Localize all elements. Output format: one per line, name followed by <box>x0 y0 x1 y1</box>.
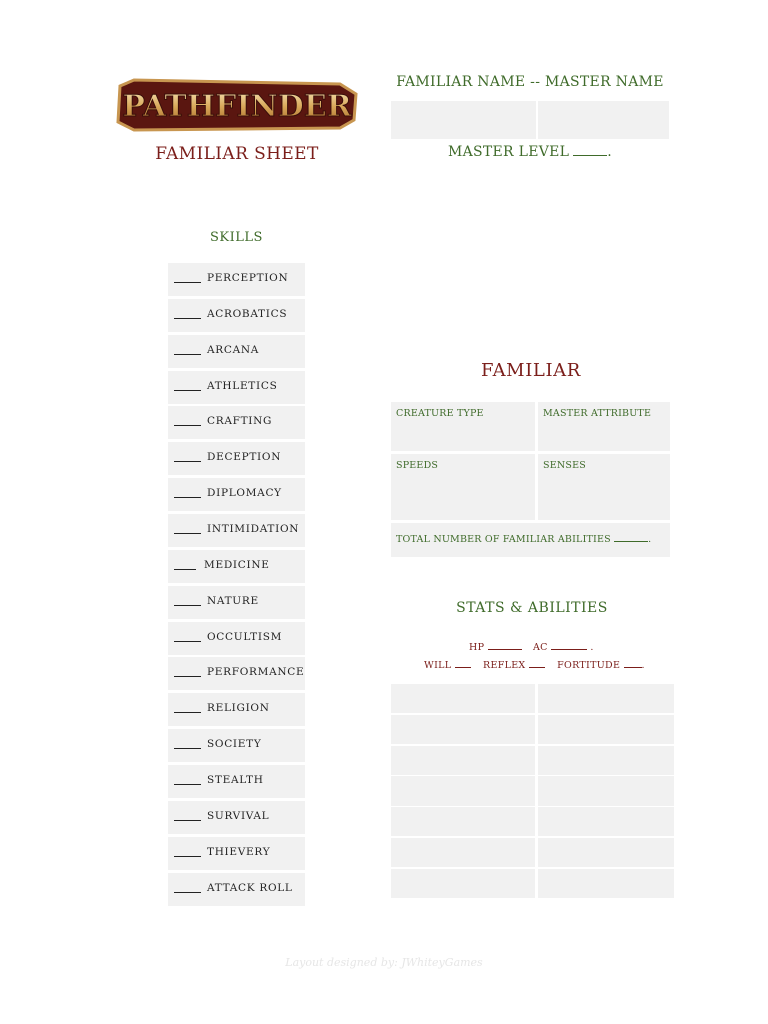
hp-label: HP <box>469 642 485 653</box>
skill-proficiency-field[interactable] <box>174 856 201 857</box>
skill-proficiency-field[interactable] <box>174 569 196 570</box>
will-label: WILL <box>424 660 452 671</box>
skill-row <box>168 335 305 368</box>
skill-row <box>168 263 305 296</box>
logo-text: PATHFINDER <box>122 89 352 124</box>
ability-cell[interactable] <box>391 715 535 744</box>
fortitude-label: FORTITUDE <box>557 660 621 671</box>
ability-cell[interactable] <box>391 684 535 713</box>
total-abilities-text <box>396 533 651 545</box>
master-level-field[interactable] <box>573 145 607 156</box>
skill-label: SURVIVAL <box>207 809 270 822</box>
total-abilities-label: TOTAL NUMBER OF FAMILIAR ABILITIES <box>396 534 611 545</box>
ability-cell[interactable] <box>391 869 535 898</box>
skill-proficiency-field[interactable] <box>174 892 201 893</box>
ability-cell[interactable] <box>391 807 535 836</box>
master-name-field[interactable] <box>538 101 669 139</box>
skill-label: ACROBATICS <box>207 307 288 320</box>
master-level-label: MASTER LEVEL <box>447 144 570 160</box>
skill-row <box>168 371 305 404</box>
skill-row <box>168 765 305 798</box>
skill-proficiency-field[interactable] <box>174 282 201 283</box>
skill-label: OCCULTISM <box>207 630 283 643</box>
skill-row <box>168 586 305 619</box>
skills-title: SKILLS <box>210 230 263 245</box>
footer-credit: Layout designed by: JWhiteyGames <box>285 956 483 969</box>
skill-proficiency-field[interactable] <box>174 461 201 462</box>
will-field[interactable] <box>455 659 471 668</box>
total-abilities-row <box>391 523 670 557</box>
ability-cell[interactable] <box>538 684 674 713</box>
skill-row <box>168 729 305 762</box>
speeds-field[interactable] <box>391 454 535 520</box>
skill-row <box>168 873 305 906</box>
skill-proficiency-field[interactable] <box>174 497 201 498</box>
skill-label: PERCEPTION <box>207 272 289 284</box>
names-header: FAMILIAR NAME -- MASTER NAME <box>396 74 664 90</box>
saves-line <box>424 659 645 671</box>
reflex-label: REFLEX <box>483 660 526 671</box>
skill-label: DIPLOMACY <box>207 487 282 500</box>
skill-proficiency-field[interactable] <box>174 425 201 426</box>
master-attribute-field[interactable] <box>538 402 670 451</box>
skill-label: MEDICINE <box>204 558 270 571</box>
skill-proficiency-field[interactable] <box>174 712 201 713</box>
senses-label: SENSES <box>543 460 586 471</box>
skill-row <box>168 299 305 332</box>
speeds-label: SPEEDS <box>396 460 439 471</box>
ability-cell[interactable] <box>538 869 674 898</box>
hp-ac-end: . <box>590 642 594 653</box>
ability-cell[interactable] <box>538 807 674 836</box>
senses-field[interactable] <box>538 454 670 520</box>
ability-cell[interactable] <box>391 776 535 805</box>
saves-end: . <box>641 660 645 671</box>
skill-label: CRAFTING <box>207 415 273 428</box>
skill-label: DECEPTION <box>207 451 282 464</box>
skill-row <box>168 693 305 726</box>
skill-row <box>168 837 305 870</box>
ability-cell[interactable] <box>538 776 674 805</box>
skill-proficiency-field[interactable] <box>174 676 201 677</box>
ability-cell[interactable] <box>538 838 674 867</box>
ability-cell[interactable] <box>391 746 535 775</box>
ac-field[interactable] <box>551 641 587 650</box>
skill-proficiency-field[interactable] <box>174 641 201 642</box>
skill-label: STEALTH <box>207 773 264 786</box>
reflex-field[interactable] <box>529 659 545 668</box>
ac-label: AC <box>532 642 548 653</box>
creature-type-label: CREATURE TYPE <box>396 408 484 419</box>
skill-proficiency-field[interactable] <box>174 533 201 534</box>
skill-row <box>168 801 305 834</box>
skill-proficiency-field[interactable] <box>174 354 201 355</box>
stats-title: STATS & ABILITIES <box>456 600 608 616</box>
ability-cell[interactable] <box>391 838 535 867</box>
sheet-title: FAMILIAR SHEET <box>155 144 319 164</box>
skill-label: SOCIETY <box>207 738 262 751</box>
master-level <box>390 144 670 160</box>
skill-label: NATURE <box>207 594 259 607</box>
master-level-end: . <box>607 144 613 160</box>
skill-row <box>168 622 305 655</box>
hp-ac-line <box>469 641 594 653</box>
skill-proficiency-field[interactable] <box>174 390 201 391</box>
fortitude-field[interactable] <box>624 659 642 668</box>
skill-row <box>168 406 305 439</box>
skill-proficiency-field[interactable] <box>174 605 201 606</box>
skill-row <box>168 478 305 511</box>
creature-type-field[interactable] <box>391 402 535 451</box>
ability-cell[interactable] <box>538 746 674 775</box>
skill-proficiency-field[interactable] <box>174 820 201 821</box>
skill-label: THIEVERY <box>207 845 271 858</box>
skill-row <box>168 442 305 475</box>
skill-label: INTIMIDATION <box>207 523 300 535</box>
skill-label: ATHLETICS <box>207 379 278 392</box>
master-attribute-label: MASTER ATTRIBUTE <box>543 408 652 419</box>
skill-label: ARCANA <box>207 343 260 356</box>
skill-label: PERFORMANCE <box>207 666 305 679</box>
skill-row <box>168 514 305 547</box>
skill-row <box>168 657 305 690</box>
skill-row <box>168 550 305 583</box>
skill-proficiency-field[interactable] <box>174 784 201 785</box>
total-abilities-end: . <box>648 534 652 545</box>
familiar-title: FAMILIAR <box>481 360 581 381</box>
total-abilities-field[interactable] <box>614 533 648 542</box>
ability-cell[interactable] <box>538 715 674 744</box>
skill-label: ATTACK ROLL <box>207 881 293 894</box>
skill-proficiency-field[interactable] <box>174 318 201 319</box>
hp-field[interactable] <box>488 641 522 650</box>
skill-proficiency-field[interactable] <box>174 748 201 749</box>
pathfinder-logo <box>114 76 360 134</box>
skill-label: RELIGION <box>207 702 270 715</box>
familiar-name-field[interactable] <box>391 101 536 139</box>
